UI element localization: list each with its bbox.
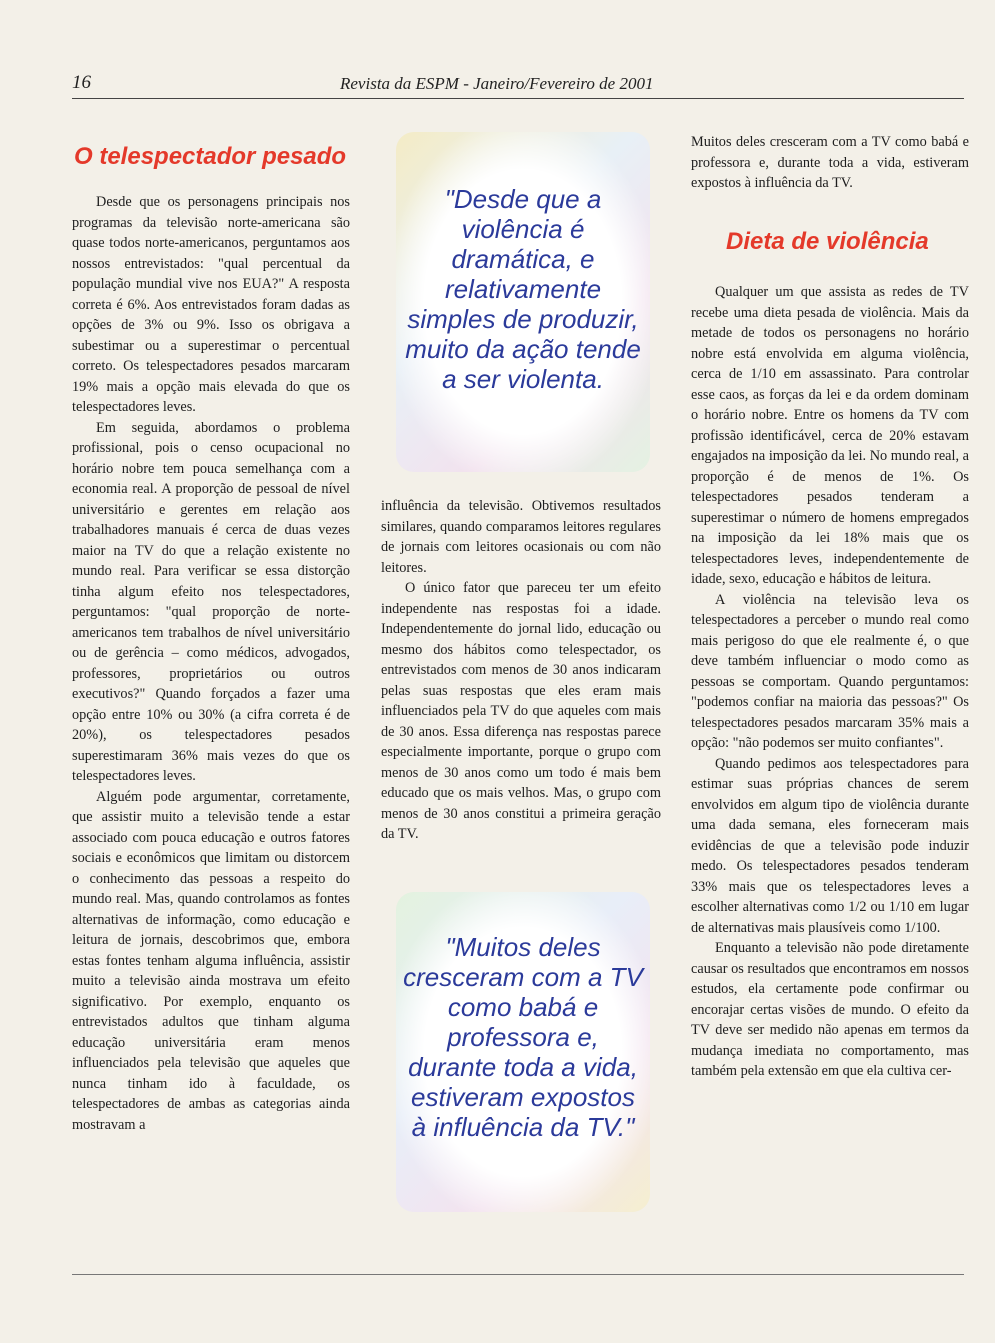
paragraph: O único fator que pareceu ter um efeito independente nas respostas foi a idade. Independentemente do jornal lido, educação ou mesmo dos hábitos como telespectador, os entrevistados com menos de 30 anos indicaram pelas suas respostas que eles eram mais influenciados pela TV do que aqueles com mais de 30 anos. Essa diferença nas respostas parece especialmente importante, porque o grupo com menos de 30 anos como um todo é mais bem educado que os mais velhos. Mas, o grupo com menos de 30 anos constitui a primeira geração da TV. <box>381 580 661 842</box>
article-column-3 <box>691 282 969 1082</box>
article-column-1 <box>72 192 350 1135</box>
running-head: Revista da ESPM - Janeiro/Fevereiro de 2001 <box>340 74 654 93</box>
paragraph: Enquanto a televisão não pode diretamente causar os resultados que encontramos em nossos estudos, ela certamente pode confirmar ou encorajar certas visões de mundo. O efeito da TV deve ser medido não apenas em termos da mudança imediata no comportamento, mas também pela extensão em que ela cultiva cer- <box>691 940 969 1079</box>
section-title-dieta-violencia: Dieta de violência <box>726 228 929 255</box>
article-column-2 <box>381 496 661 845</box>
paragraph: Alguém pode argumentar, corretamente, que assistir muito a televisão tende a estar associado com pouca educação e outros fatores sociais e econômicos que limitam ou distorcem o conhecimento das pessoas a respeito do mundo real. Mas, quando controlamos as fontes alternativas de informação, como educação e leitura de jornais, descobrimos que, embora estas fontes tenham alguma influência, assistir muito a televisão ainda mostrava um efeito significativo. Por exemplo, enquanto os entrevistados adultos que tinham alguma educação universitária eram menos influenciados pela televisão que aqueles que nunca tinham ido à faculdade, os telespectadores de ambas as categorias ainda mostravam a <box>72 788 350 1133</box>
paragraph: Em seguida, abordamos o problema profissional, pois o censo ocupacional no horário nobre tem pouca semelhança com a economia real. A proporção de pessoal de nível universitário e gerentes em relação aos trabalhadores manuais é cerca de duas vezes maior na TV do que a relação existente no mundo real. Para verificar se essa distorção tinha algum efeito nos telespectadores, perguntamos: "qual proporção de norte-americanos tem trabalhos de nível universitário ou de gerência – como médicos, advogados, professores, proprietários ou outros executivos?" Quando forçados a fazer uma opção entre 10% ou 30% (a cifra correta é de 20%), os telespectadores pesados superestimaram 36% mais vezes do que os telespectadores leves. <box>72 419 350 784</box>
page-number: 16 <box>72 72 91 93</box>
footer-rule <box>72 1274 964 1275</box>
paragraph: A violência na televisão leva os telespectadores a perceber o mundo real como mais perigoso do que ele realmente é, o que deve também influenciar o modo como as pessoas se comportam. Quando perguntamos: "podemos confiar na maioria das pessoas?" Os telespectadores pesados marcaram 35% mais a opção: "não podemos ser muito confiantes". <box>691 591 969 751</box>
pull-quote-tv-generation <box>396 892 650 1212</box>
paragraph: Muitos deles cresceram com a TV como babá e professora e, durante toda a vida, estiveram expostos à influência da TV. <box>691 134 969 191</box>
article-column-3-top <box>691 132 969 194</box>
paragraph: Qualquer um que assista as redes de TV recebe uma dieta pesada de violência. Mais da metade de todos os personagens no horário nobre está envolvida em alguma violência, cerca de 1/10 em assassinato. Para controlar esse caos, as forças da lei e da ordem dominam o horário nobre. Entre os homens da TV com profissão identificável, cerca de 20% estavam engajados na imposição da lei. No mundo real, a proporção é de menos de 1%. Os telespectadores pesados tenderam a superestimar o número de homens empregados na imposição da lei 18% mais que os telespectadores leves, independentemente de idade, sexo, educação e hábitos de leitura. <box>691 284 969 587</box>
pull-quote-text: "Muitos deles cresceram com a TV como babá e professora e, durante toda a vida, estiveram expostos à influência da TV." <box>403 932 643 1142</box>
header-rule <box>72 98 964 99</box>
paragraph: Quando pedimos aos telespectadores para estimar suas próprias chances de serem envolvidos em algum tipo de violência durante uma dada semana, eles forneceram mais evidências de que a televisão pode induzir medo. Os telespectadores pesados tenderam 33% mais que os telespectadores leves a escolher alternativas como 1/2 ou 1/10 em lugar de alternativas mais plausíveis como 1/100. <box>691 755 969 936</box>
pull-quote-text: "Desde que a violência é dramática, e relativamente simples de produzir, muito da ação tende a ser violenta. <box>405 184 641 394</box>
section-title-telespectador-pesado: O telespectador pesado <box>74 143 347 170</box>
paragraph: Desde que os personagens principais nos programas da televisão norte-americana são quase todos norte-americanos, perguntamos aos nossos entrevistados: "qual percentual da população mundial vive nos EUA?" A resposta correta é 6%. Aos entrevistados foram dadas as opções de 3% ou 9%. Isso os obrigava a subestimar ou a superestimar o percentual correto. Os telespectadores pesados marcaram 19% mais a opção mais elevada do que os telespectadores leves. <box>72 194 350 415</box>
paragraph: influência da televisão. Obtivemos resultados similares, quando comparamos leitores regulares de jornais com leitores ocasionais ou com não leitores. <box>381 498 661 576</box>
pull-quote-violence <box>396 132 650 472</box>
